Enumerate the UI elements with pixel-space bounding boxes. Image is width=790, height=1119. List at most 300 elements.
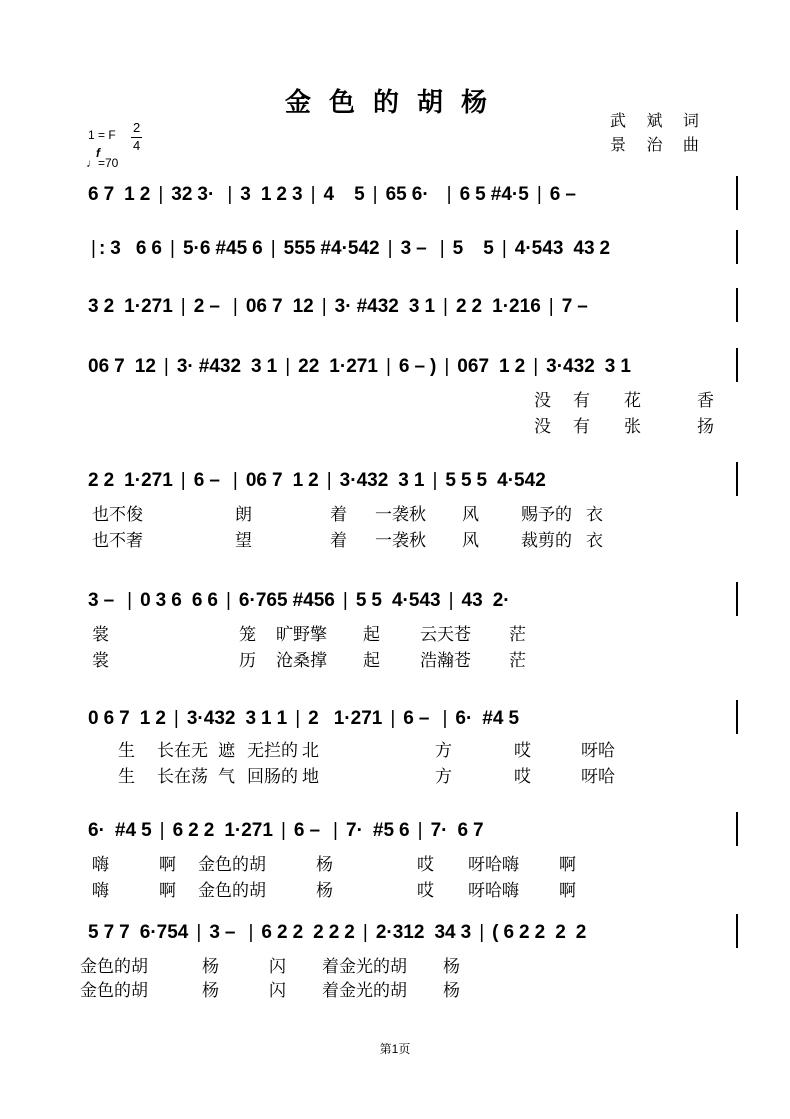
note-glyph: · bbox=[344, 708, 351, 729]
note-glyph bbox=[335, 590, 340, 612]
lyric: 朗 bbox=[235, 505, 252, 524]
lyric: 杨 bbox=[443, 981, 460, 1000]
note-glyph bbox=[287, 708, 292, 730]
note-glyph: 4 bbox=[542, 238, 553, 259]
note-glyph: 6 bbox=[103, 708, 115, 729]
lyric: 呀哈 bbox=[581, 767, 615, 786]
note-glyph: 4 bbox=[501, 184, 512, 205]
note-glyph: 6 bbox=[135, 238, 147, 259]
note-glyph: 2 bbox=[471, 296, 483, 317]
barline-glyph: | bbox=[443, 296, 448, 317]
barline-glyph: | bbox=[225, 590, 231, 611]
note-glyph: # bbox=[198, 356, 210, 377]
note-glyph: · bbox=[150, 922, 157, 943]
lyric-row-5a bbox=[92, 500, 603, 525]
lyric: 没 bbox=[534, 417, 551, 436]
note-glyph: – bbox=[309, 820, 321, 841]
note-glyph bbox=[436, 356, 441, 378]
note-glyph: 4 bbox=[461, 590, 473, 611]
staff-row-8 bbox=[88, 812, 738, 846]
barline bbox=[736, 348, 738, 382]
note-glyph: 4 bbox=[209, 356, 220, 377]
note-glyph: 3 bbox=[214, 708, 225, 729]
note-glyph: 4 bbox=[323, 184, 335, 205]
note-glyph: 2 bbox=[141, 470, 152, 491]
note-glyph bbox=[494, 238, 499, 260]
lyric: 啊 bbox=[159, 855, 176, 874]
note-glyph: 7 bbox=[151, 470, 163, 491]
note-glyph: 3 bbox=[604, 356, 616, 377]
note-glyph: 0 bbox=[245, 296, 257, 317]
lyric: 赐予的 bbox=[521, 505, 572, 524]
note-glyph: 4 bbox=[125, 820, 137, 841]
note-glyph: 6 bbox=[191, 590, 203, 611]
note-glyph: 7 bbox=[478, 356, 490, 377]
barline-glyph: | bbox=[196, 922, 202, 943]
note-glyph bbox=[525, 356, 530, 378]
note-glyph: 6 bbox=[88, 184, 99, 205]
lyric: 长在荡 bbox=[157, 767, 208, 786]
barline-glyph: | bbox=[333, 820, 338, 841]
note-glyph: 7 bbox=[271, 296, 283, 317]
note-glyph: 2 bbox=[139, 184, 151, 205]
lyric: 张 bbox=[624, 417, 641, 436]
note-glyph: 6 bbox=[199, 238, 211, 259]
lyric: 啊 bbox=[559, 881, 576, 900]
barline bbox=[736, 914, 738, 948]
barline-glyph: | bbox=[159, 820, 165, 841]
song-title: 金色的胡杨 bbox=[284, 88, 505, 118]
note-glyph: 2 bbox=[155, 708, 166, 729]
lyric: 闪 bbox=[269, 957, 286, 976]
note-glyph: 3 bbox=[176, 356, 188, 377]
note-glyph: 6 bbox=[98, 356, 110, 377]
notation-row-1 bbox=[88, 184, 738, 208]
note-glyph: 6 bbox=[399, 820, 410, 841]
barline-glyph: | bbox=[280, 820, 286, 841]
note-glyph: 2 bbox=[188, 820, 199, 841]
notation-row-4 bbox=[88, 356, 738, 380]
note-glyph: 3 bbox=[392, 922, 404, 943]
lyric: 长在无 bbox=[157, 741, 208, 760]
note-glyph: · bbox=[134, 470, 142, 491]
note-glyph: 4 bbox=[303, 590, 314, 611]
note-glyph: 2 bbox=[555, 922, 566, 943]
note-glyph: 1 bbox=[371, 708, 383, 729]
note-glyph: · bbox=[345, 296, 352, 317]
note-glyph: 6 bbox=[256, 296, 267, 317]
note-glyph: · bbox=[187, 356, 194, 377]
lyric: 历 bbox=[239, 651, 256, 670]
lyric: 扬 bbox=[697, 417, 714, 436]
note-glyph: 2 bbox=[455, 296, 467, 317]
note-glyph: 2 bbox=[519, 922, 530, 943]
lyric: 着金光的胡 bbox=[322, 957, 407, 976]
composer-credit: 景 治 曲 bbox=[610, 137, 707, 154]
note-glyph: 5 bbox=[508, 708, 520, 729]
lyric: 香 bbox=[697, 391, 714, 410]
note-glyph: 6 bbox=[398, 356, 410, 377]
lyric-row-4b bbox=[534, 412, 714, 437]
note-glyph: 2 bbox=[344, 922, 355, 943]
lyric: 气 bbox=[218, 767, 235, 786]
note-glyph: 3 bbox=[398, 470, 409, 491]
note-glyph: 5 bbox=[514, 470, 525, 491]
note-glyph: 6 bbox=[530, 296, 541, 317]
note-glyph: 6 bbox=[193, 470, 205, 491]
lyric: 裁剪的 bbox=[521, 531, 572, 550]
note-glyph: 2 bbox=[276, 184, 287, 205]
note-glyph: 2 bbox=[369, 238, 380, 259]
lyric: 有 bbox=[573, 417, 590, 436]
note-glyph: 5 bbox=[371, 590, 382, 611]
barline-glyph: | bbox=[390, 708, 396, 729]
note-glyph: ( bbox=[492, 922, 499, 943]
note-glyph: 4 bbox=[177, 922, 189, 943]
note-glyph: 4 bbox=[563, 356, 574, 377]
barline-glyph: | bbox=[501, 238, 507, 259]
note-glyph bbox=[529, 184, 534, 206]
note-glyph: 6 bbox=[252, 238, 263, 259]
note-glyph: 7 bbox=[114, 356, 125, 377]
barline-glyph: | bbox=[180, 470, 186, 491]
note-glyph: 6 bbox=[385, 184, 397, 205]
note-glyph: 3 bbox=[367, 470, 378, 491]
lyric: 闪 bbox=[269, 981, 286, 1000]
note-glyph: 3 bbox=[472, 590, 483, 611]
note-glyph: 7 bbox=[119, 708, 130, 729]
lyric-row-6b bbox=[92, 646, 526, 671]
note-glyph: # bbox=[356, 296, 368, 317]
note-glyph: # bbox=[320, 238, 331, 259]
note-glyph: 2 bbox=[292, 922, 304, 943]
note-glyph bbox=[166, 708, 171, 730]
note-glyph: 7 bbox=[473, 820, 484, 841]
lyric: 回肠的 bbox=[247, 767, 298, 786]
lyric: 哎 bbox=[514, 741, 531, 760]
lyric: 衣 bbox=[586, 531, 603, 550]
note-glyph: 0 bbox=[88, 708, 99, 729]
note-glyph: 6 bbox=[171, 590, 182, 611]
note-glyph: 2 bbox=[535, 470, 546, 491]
note-glyph: 1 bbox=[292, 470, 304, 491]
note-glyph: 7 bbox=[103, 922, 115, 943]
note-glyph: 1 bbox=[492, 296, 503, 317]
barline bbox=[736, 230, 738, 264]
note-glyph: · bbox=[525, 238, 532, 259]
note-glyph: 6 bbox=[459, 184, 471, 205]
note-glyph: · bbox=[556, 356, 564, 377]
lyricist-credit: 武 斌 词 bbox=[610, 113, 707, 130]
note-glyph: · bbox=[511, 184, 519, 205]
lyric: 呀哈 bbox=[581, 741, 615, 760]
note-glyph: · bbox=[350, 470, 357, 491]
time-signature-bottom: 4 bbox=[133, 138, 141, 153]
note-glyph: 7 bbox=[255, 590, 267, 611]
note-glyph: # bbox=[490, 184, 502, 205]
note-glyph: · bbox=[234, 820, 242, 841]
staff-row-9 bbox=[88, 914, 738, 948]
note-glyph: 1 bbox=[124, 296, 135, 317]
note-glyph bbox=[156, 356, 161, 378]
note-glyph: · bbox=[207, 184, 215, 205]
barline-glyph: | bbox=[91, 238, 96, 259]
note-glyph: 3 bbox=[245, 708, 257, 729]
note-glyph: 5 bbox=[88, 922, 99, 943]
note-glyph: 2 bbox=[534, 922, 546, 943]
note-glyph bbox=[435, 296, 440, 318]
notation-row-2 bbox=[88, 238, 738, 262]
note-glyph: – bbox=[414, 356, 426, 377]
note-glyph: 4 bbox=[419, 590, 431, 611]
note-glyph: · bbox=[197, 708, 204, 729]
note-glyph: 1 bbox=[260, 184, 272, 205]
notation-row-6 bbox=[88, 590, 738, 614]
note-glyph: 2 bbox=[509, 296, 520, 317]
note-glyph: 2 bbox=[103, 296, 115, 317]
note-glyph: 5 bbox=[167, 922, 178, 943]
note-glyph: 5 bbox=[408, 590, 420, 611]
note-glyph bbox=[119, 590, 124, 612]
barline-glyph: | bbox=[444, 356, 450, 377]
barline-glyph: | bbox=[536, 184, 542, 205]
note-glyph: 2 bbox=[413, 922, 425, 943]
note-glyph: – bbox=[418, 708, 430, 729]
note-glyph: · bbox=[249, 590, 256, 611]
lyric: 方 bbox=[435, 767, 452, 786]
lyric: 裳 bbox=[92, 625, 109, 644]
note-glyph: 3 bbox=[155, 590, 167, 611]
note-glyph: 4 bbox=[358, 238, 370, 259]
note-glyph: 2 bbox=[224, 708, 236, 729]
barline-glyph: | bbox=[362, 922, 368, 943]
note-glyph: 4 bbox=[514, 238, 526, 259]
lyric: 一袭秋 bbox=[375, 505, 426, 524]
note-glyph: 2 bbox=[298, 356, 309, 377]
note-glyph: 6 bbox=[411, 184, 423, 205]
note-glyph: 3 bbox=[219, 356, 231, 377]
lyric-row-6a bbox=[92, 620, 526, 645]
lyric: 杨 bbox=[316, 855, 333, 874]
note-glyph: 5 bbox=[141, 820, 152, 841]
note-glyph: 5 bbox=[182, 238, 194, 259]
note-glyph: 3 bbox=[573, 356, 585, 377]
note-glyph bbox=[314, 296, 319, 318]
note-glyph bbox=[273, 820, 278, 842]
barline-glyph: | bbox=[163, 356, 169, 377]
note-glyph: 6 bbox=[139, 922, 151, 943]
note-glyph bbox=[471, 922, 476, 944]
note-glyph: · bbox=[507, 470, 515, 491]
note-glyph: 0 bbox=[457, 356, 468, 377]
lyric: 呀哈嗨 bbox=[468, 855, 519, 874]
note-glyph: ) bbox=[430, 356, 437, 377]
note-glyph: 2 bbox=[350, 708, 362, 729]
note-glyph: 3 bbox=[546, 356, 557, 377]
note-glyph: 6 bbox=[207, 590, 218, 611]
time-signature-line bbox=[131, 137, 142, 138]
note-glyph: – bbox=[577, 296, 588, 317]
note-glyph: # bbox=[482, 708, 493, 729]
note-glyph: 2 bbox=[145, 356, 156, 377]
note-glyph: 6 bbox=[403, 708, 414, 729]
note-glyph: 7 bbox=[356, 356, 368, 377]
note-glyph: 2 bbox=[514, 356, 526, 377]
note-glyph: 2 bbox=[492, 590, 504, 611]
note-glyph bbox=[410, 820, 415, 842]
lyric: 也不俊 bbox=[92, 505, 143, 524]
note-glyph: 1 bbox=[124, 184, 135, 205]
lyric-row-4a bbox=[534, 386, 714, 411]
barline bbox=[736, 582, 738, 616]
note-glyph: 1 bbox=[162, 470, 173, 491]
note-glyph: 0 bbox=[88, 356, 99, 377]
note-glyph: 4 bbox=[497, 470, 508, 491]
note-glyph bbox=[319, 470, 324, 492]
lyric: 沧桑撑 bbox=[276, 651, 327, 670]
note-glyph: 5 bbox=[383, 820, 395, 841]
note-glyph: 1 bbox=[139, 708, 151, 729]
note-glyph: 2 bbox=[388, 296, 399, 317]
note-glyph: 0 bbox=[245, 470, 257, 491]
barline-glyph: | bbox=[295, 708, 301, 729]
lyric: 裳 bbox=[92, 651, 109, 670]
note-glyph: 7 bbox=[151, 296, 163, 317]
barline-glyph: | bbox=[173, 708, 179, 729]
note-glyph: 5 bbox=[347, 238, 359, 259]
note-glyph: · bbox=[465, 708, 473, 729]
barline-glyph: | bbox=[442, 708, 448, 729]
note-glyph: 4 bbox=[226, 238, 237, 259]
note-glyph: · bbox=[356, 820, 363, 841]
note-glyph: 3 bbox=[171, 184, 182, 205]
note-glyph bbox=[325, 820, 330, 842]
note-glyph: 4 bbox=[391, 590, 403, 611]
note-glyph: 5 bbox=[304, 238, 316, 259]
note-glyph bbox=[382, 708, 387, 730]
lyric: 风 bbox=[462, 505, 479, 524]
lyric: 浩瀚苍 bbox=[420, 651, 471, 670]
note-glyph bbox=[173, 296, 178, 318]
note-glyph: 1 bbox=[413, 470, 425, 491]
note-glyph: 2 bbox=[141, 296, 152, 317]
lyric: 地 bbox=[302, 767, 319, 786]
note-glyph bbox=[355, 922, 360, 944]
note-glyph bbox=[441, 590, 446, 612]
note-glyph: 5 bbox=[236, 238, 248, 259]
note-glyph: 2 bbox=[303, 296, 314, 317]
note-glyph: 6 bbox=[293, 820, 305, 841]
note-glyph bbox=[218, 590, 223, 612]
lyric: 花 bbox=[624, 391, 641, 410]
note-glyph bbox=[225, 296, 230, 318]
note-glyph: 3 bbox=[583, 238, 595, 259]
note-glyph: 5 bbox=[475, 184, 486, 205]
note-glyph: 1 bbox=[224, 820, 235, 841]
note-glyph bbox=[378, 356, 383, 378]
note-glyph: 1 bbox=[499, 356, 510, 377]
barline-glyph: | bbox=[170, 238, 175, 259]
note-glyph bbox=[365, 184, 370, 206]
note-glyph: 5 bbox=[476, 470, 488, 491]
barline-glyph: | bbox=[533, 356, 539, 377]
dynamic-mark: f bbox=[96, 146, 100, 160]
note-glyph: 3 bbox=[377, 296, 389, 317]
note-glyph: # bbox=[215, 238, 226, 259]
barline bbox=[736, 462, 738, 496]
note-glyph: 1 bbox=[162, 296, 173, 317]
lyric: 笼 bbox=[239, 625, 256, 644]
lyric: 生 bbox=[118, 741, 135, 760]
lyric: 着 bbox=[330, 531, 347, 550]
lyric: 杨 bbox=[202, 981, 219, 1000]
note-glyph: 3 bbox=[434, 922, 446, 943]
note-glyph: 3 bbox=[339, 470, 351, 491]
note-glyph: 2 bbox=[377, 470, 389, 491]
note-glyph: 2 bbox=[241, 820, 252, 841]
notation-row-3 bbox=[88, 296, 738, 320]
lyric-row-7a bbox=[118, 736, 615, 761]
note-glyph: 6 bbox=[455, 708, 466, 729]
note-glyph: 5 bbox=[355, 590, 367, 611]
note-glyph: 2 bbox=[103, 470, 115, 491]
note-glyph bbox=[219, 184, 224, 206]
note-glyph: – bbox=[224, 922, 236, 943]
barline-glyph: | bbox=[232, 296, 238, 317]
note-glyph: 4 bbox=[492, 708, 504, 729]
barline-glyph: | bbox=[342, 590, 348, 611]
note-glyph: 3 bbox=[334, 296, 346, 317]
lyric: 着 bbox=[330, 505, 347, 524]
note-glyph: 7 bbox=[156, 922, 168, 943]
note-glyph: 2 bbox=[328, 922, 340, 943]
lyric-row-8b bbox=[92, 876, 576, 901]
note-glyph bbox=[150, 184, 155, 206]
note-glyph: 5 bbox=[460, 470, 472, 491]
barline-glyph: | bbox=[372, 184, 378, 205]
note-glyph: 5 bbox=[354, 184, 365, 205]
lyric: 呀哈嗨 bbox=[468, 881, 519, 900]
barline-glyph: | bbox=[448, 590, 454, 611]
note-glyph: 1 bbox=[276, 708, 288, 729]
note-glyph: 6 bbox=[266, 590, 277, 611]
lyric: 遮 bbox=[218, 741, 235, 760]
lyric: 风 bbox=[462, 531, 479, 550]
note-glyph: 1 bbox=[519, 296, 531, 317]
note-glyph: 5 bbox=[452, 238, 464, 259]
note-glyph: 3 bbox=[251, 356, 262, 377]
lyric-row-9a bbox=[80, 952, 460, 977]
note-glyph: # bbox=[372, 820, 384, 841]
note-glyph: · bbox=[422, 184, 429, 205]
staff-row-7 bbox=[88, 700, 738, 734]
note-glyph: 2 bbox=[575, 922, 587, 943]
lyric: 着金光的胡 bbox=[322, 981, 407, 1000]
note-glyph: 2 bbox=[230, 356, 242, 377]
barline-glyph: | bbox=[439, 238, 445, 259]
note-glyph bbox=[424, 470, 429, 492]
notation-row-7 bbox=[88, 708, 738, 732]
note-glyph: 5 bbox=[483, 238, 494, 259]
note-glyph: 2 bbox=[584, 356, 595, 377]
note-glyph: : bbox=[98, 238, 106, 259]
lyric: 嗨 bbox=[92, 855, 109, 874]
lyric: 啊 bbox=[159, 881, 176, 900]
note-glyph: 7 bbox=[271, 470, 283, 491]
note-glyph: 5 bbox=[294, 238, 305, 259]
barline-glyph: | bbox=[270, 238, 276, 259]
lyric: 旷野擎 bbox=[276, 625, 327, 644]
